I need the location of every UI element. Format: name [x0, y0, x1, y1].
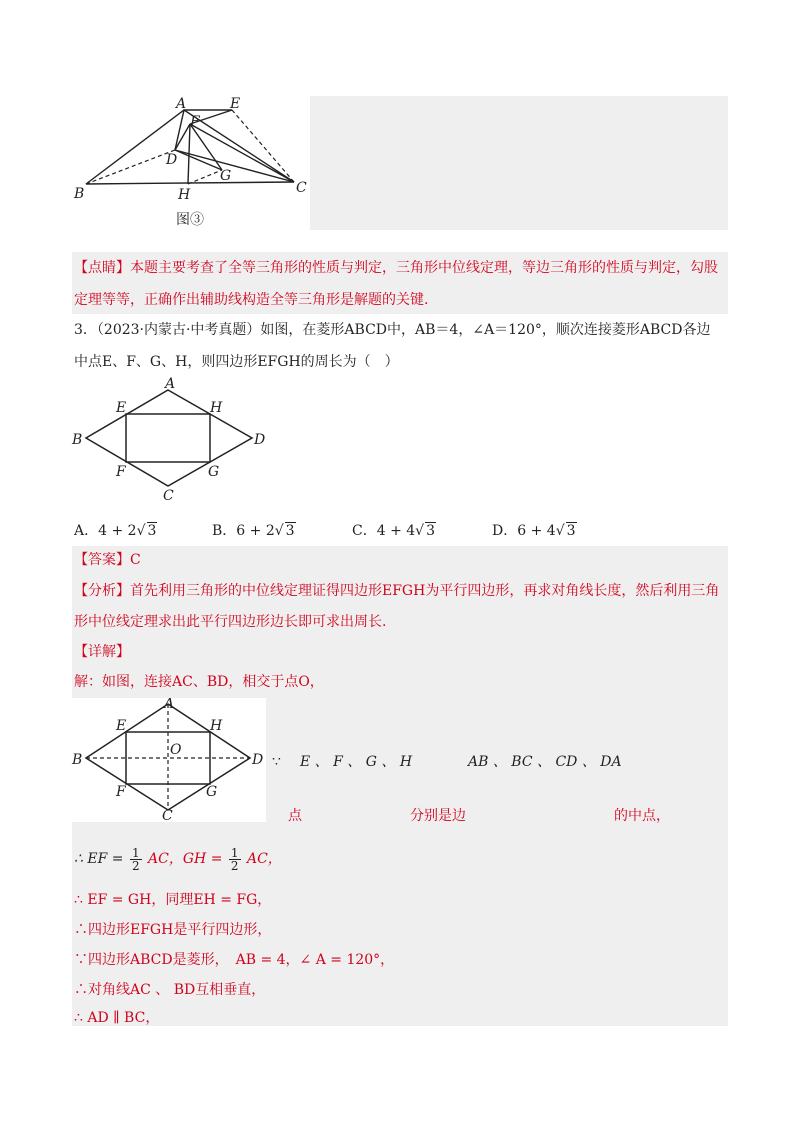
sqrt-sign: √ — [274, 523, 284, 539]
rhombus-label-H: H — [210, 400, 223, 416]
fraction-half: $\frac{1}{2}$ — [131, 845, 140, 873]
rhombus-label-C: C — [163, 488, 174, 504]
answer-line — [74, 550, 141, 570]
step-1: ∴ EF = $\frac{1}{2}$ AC，GH = $\frac{1}{2}$ AC， — [74, 845, 282, 873]
fig3-label-A: A — [176, 96, 187, 112]
solution-figure — [70, 698, 266, 822]
detail-tag: 【详解】 — [74, 644, 130, 660]
sol-label-B: B — [72, 752, 83, 768]
detail-line1: 解：如图，连接AC、BD，相交于点O， — [74, 674, 324, 690]
sol-label-F: F — [116, 784, 126, 800]
rhombus-label-B: B — [72, 432, 83, 448]
fraction-half: $\frac{1}{2}$ — [230, 845, 239, 873]
dianjing-tag: 【点睛】 — [74, 260, 130, 276]
sqrt-sign: √ — [136, 523, 146, 539]
analysis-tag: 【分析】 — [74, 583, 130, 599]
sol-label-C: C — [162, 808, 173, 822]
sqrt-sign: √ — [555, 523, 565, 539]
rhombus-label-E: E — [116, 400, 127, 416]
option-d[interactable]: D．6 + 4√ 3 — [492, 523, 576, 539]
analysis-line1: 【分析】首先利用三角形的中位线定理证得四边形EFGH为平行四边形，再求对角线长度，然后利用三角 — [74, 583, 720, 599]
step-5: ∴对角线AC 、 BD互相垂直， — [74, 982, 266, 998]
answer-value: C — [130, 552, 141, 568]
figure-3 — [72, 96, 310, 230]
rhombus-label-A: A — [165, 376, 176, 392]
step-6: ∴ AD ∥ BC， — [74, 1010, 160, 1026]
fig3-label-E: E — [230, 96, 241, 112]
rhombus-label-F: F — [116, 464, 126, 480]
rhombus-label-G: G — [208, 464, 220, 480]
because-edges: AB 、 BC 、 CD 、 DA — [468, 754, 622, 770]
fig3-label-D: D — [166, 152, 178, 168]
analysis-line2: 形中位线定理求出此平行四边形边长即可求出周长. — [74, 614, 387, 630]
option-b[interactable]: B．6 + 2√ 3 — [212, 523, 295, 539]
because-word-dian: 点 — [288, 808, 302, 824]
because-word-zhongdian: 的中点， — [614, 808, 670, 824]
sol-label-H: H — [210, 718, 223, 734]
option-c[interactable]: C．4 + 4√ 3 — [352, 523, 436, 539]
step-2: ∴ EF = GH，同理EH = FG， — [74, 892, 272, 908]
question-line1: 3．（2023·内蒙古·中考真题）如图，在菱形ABCD中，AB＝4，∠A＝120°，顺次连接菱形ABCD各边 — [74, 322, 711, 338]
figure3-panel-right — [310, 96, 728, 230]
sqrt-sign: √ — [415, 523, 425, 539]
sol-label-E: E — [116, 718, 127, 734]
sol-label-O: O — [170, 742, 182, 758]
step-3: ∴四边形EFGH是平行四边形， — [74, 922, 272, 938]
fig3-label-C: C — [296, 180, 307, 196]
rhombus-label-D: D — [254, 432, 266, 448]
because-points: E 、 F 、 G 、 H — [300, 754, 413, 770]
fig3-caption: 图③ — [176, 212, 204, 228]
sol-label-G: G — [206, 784, 218, 800]
rhombus-figure — [70, 376, 270, 506]
because-symbol: ∵ — [272, 754, 281, 770]
because-word-fenbie: 分别是边 — [410, 808, 466, 824]
question-line2: 中点E、F、G、H，则四边形EFGH的周长为（ ） — [74, 354, 399, 370]
sol-label-D: D — [252, 752, 264, 768]
dianjing-line1: 【点睛】本题主要考查了全等三角形的性质与判定，三角形中位线定理，等边三角形的性质与判定，勾股 — [74, 260, 718, 276]
fig3-label-G: G — [220, 168, 232, 184]
step-4: ∵四边形ABCD是菱形， AB = 4，∠ A = 120°， — [74, 952, 395, 968]
option-a[interactable]: A．4 + 2√ 3 — [74, 523, 157, 539]
fig3-label-F: F — [190, 114, 200, 130]
fig3-label-B: B — [74, 186, 85, 202]
dianjing-line2: 定理等等，正确作出辅助线构造全等三角形是解题的关键. — [74, 292, 429, 308]
answer-tag: 【答案】 — [74, 552, 130, 568]
fig3-label-H: H — [178, 187, 191, 203]
sol-label-A: A — [164, 698, 175, 712]
